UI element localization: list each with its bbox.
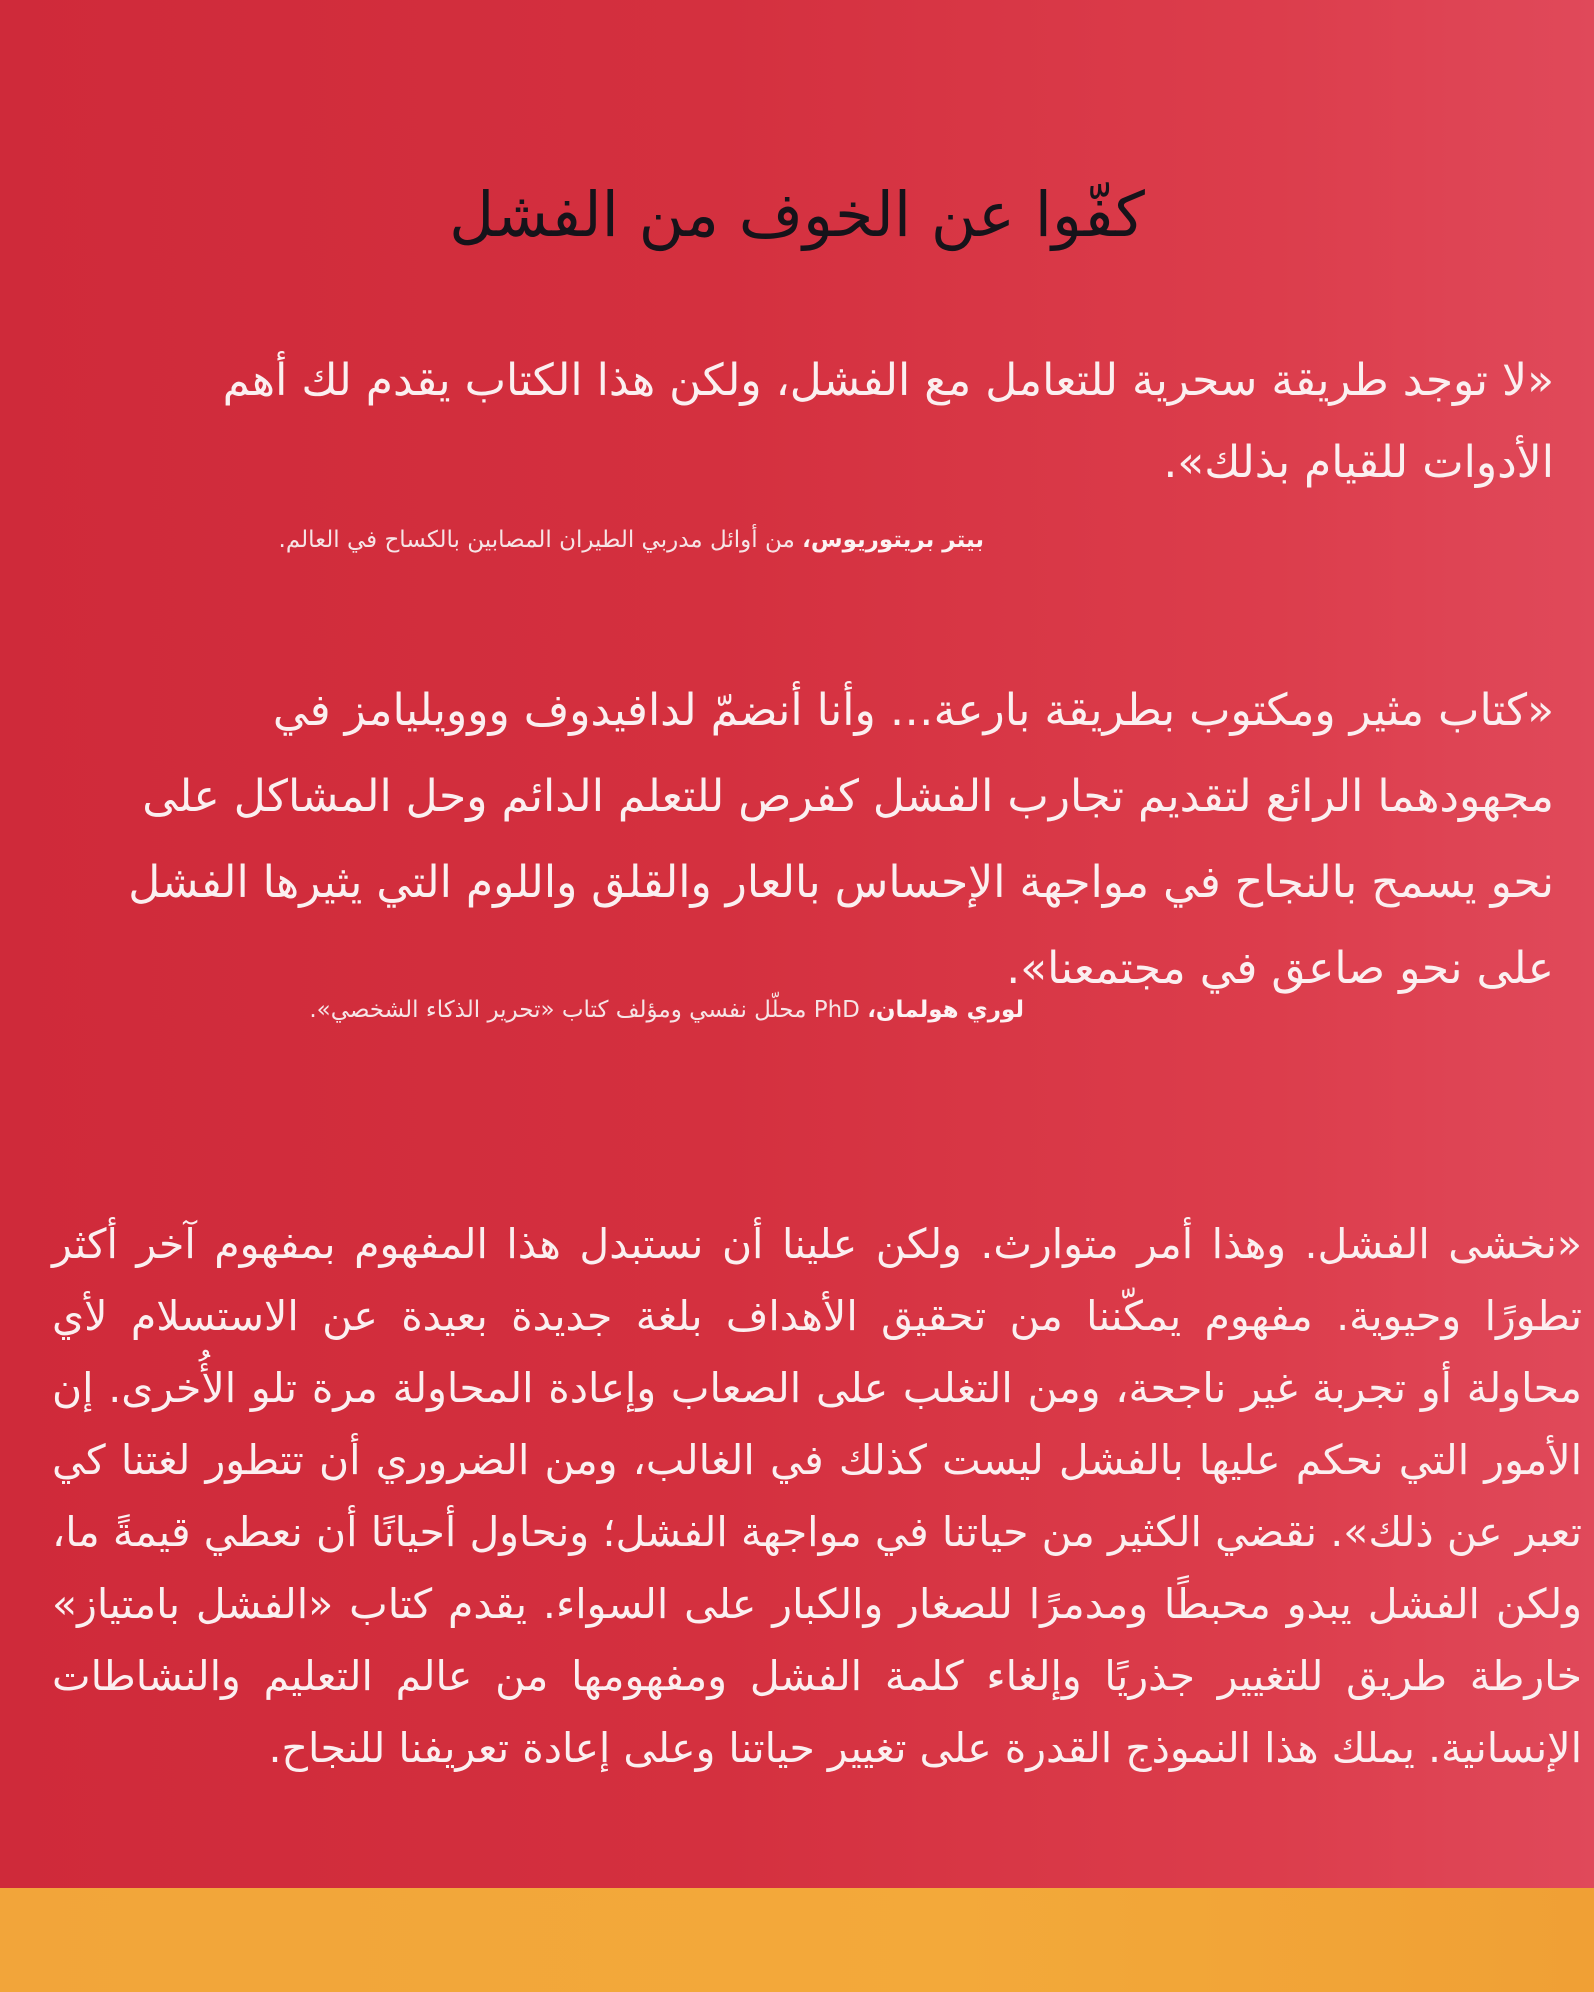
endorsement-attribution-2 <box>104 992 1024 1028</box>
blurb-text: «نخشى الفشل. وهذا أمر متوارث. ولكن علينا أن نستبدل هذا المفهوم بمفهوم آخر أكثر تطورًا وحيوية. مفهوم يمكّننا من تحقيق الأهداف بلغة جديدة بعيدة عن الاستسلام لأي محاولة أو تجربة غير ناجحة، ومن التغلب على الصعاب وإعادة المحاولة مرة تلو الأُخرى. إن الأمور التي نحكم عليها بالفشل ليست كذلك في الغالب، ومن الضروري أن تتطور لغتنا كي تعبر عن ذلك». نقضي الكثير من حياتنا في مواجهة الفشل؛ ونحاول أحيانًا أن نعطي قيمةً ما، ولكن الفشل يبدو محبطًا ومدمرًا للصغار والكبار على السواء. يقدم كتاب «الفشل بامتياز» خارطة طريق للتغيير جذريًا وإلغاء كلمة الفشل ومفهومها من عالم التعليم والنشاطات الإنسانية. يملك هذا النموذج القدرة على تغيير حياتنا وعلى إعادة تعريفنا للنجاح. <box>52 1220 1582 1772</box>
endorsement-quote-1: «لا توجد طريقة سحرية للتعامل مع الفشل، ولكن هذا الكتاب يقدم لك أهم الأدوات للقيام بذلك». <box>222 355 1554 488</box>
book-title: كفّوا عن الخوف من الفشل <box>449 178 1145 251</box>
endorsement-attribution-1 <box>104 522 984 558</box>
endorser-info-2: PhD محلّل نفسي ومؤلف كتاب «تحرير الذكاء الشخصي». <box>309 997 868 1023</box>
bottom-color-band <box>0 1888 1594 1992</box>
endorser-info-1: من أوائل مدربي الطيران المصابين بالكساح في العالم. <box>278 527 803 553</box>
endorsement-quote-2: «كتاب مثير ومكتوب بطريقة بارعة… وأنا أنضمّ لدافيدوف ووويليامز في مجهودهما الرائع لتقديم تجارب الفشل كفرص للتعلم الدائم وحل المشاكل على نحو يسمح بالنجاح في مواجهة الإحساس بالعار والقلق واللوم التي يثيرها الفشل على نحو صاعق في مجتمعنا». <box>128 685 1554 994</box>
endorser-name-2: لوري هولمان، <box>867 997 1024 1023</box>
endorser-name-1: بيتر بريتوريوس، <box>802 527 984 553</box>
